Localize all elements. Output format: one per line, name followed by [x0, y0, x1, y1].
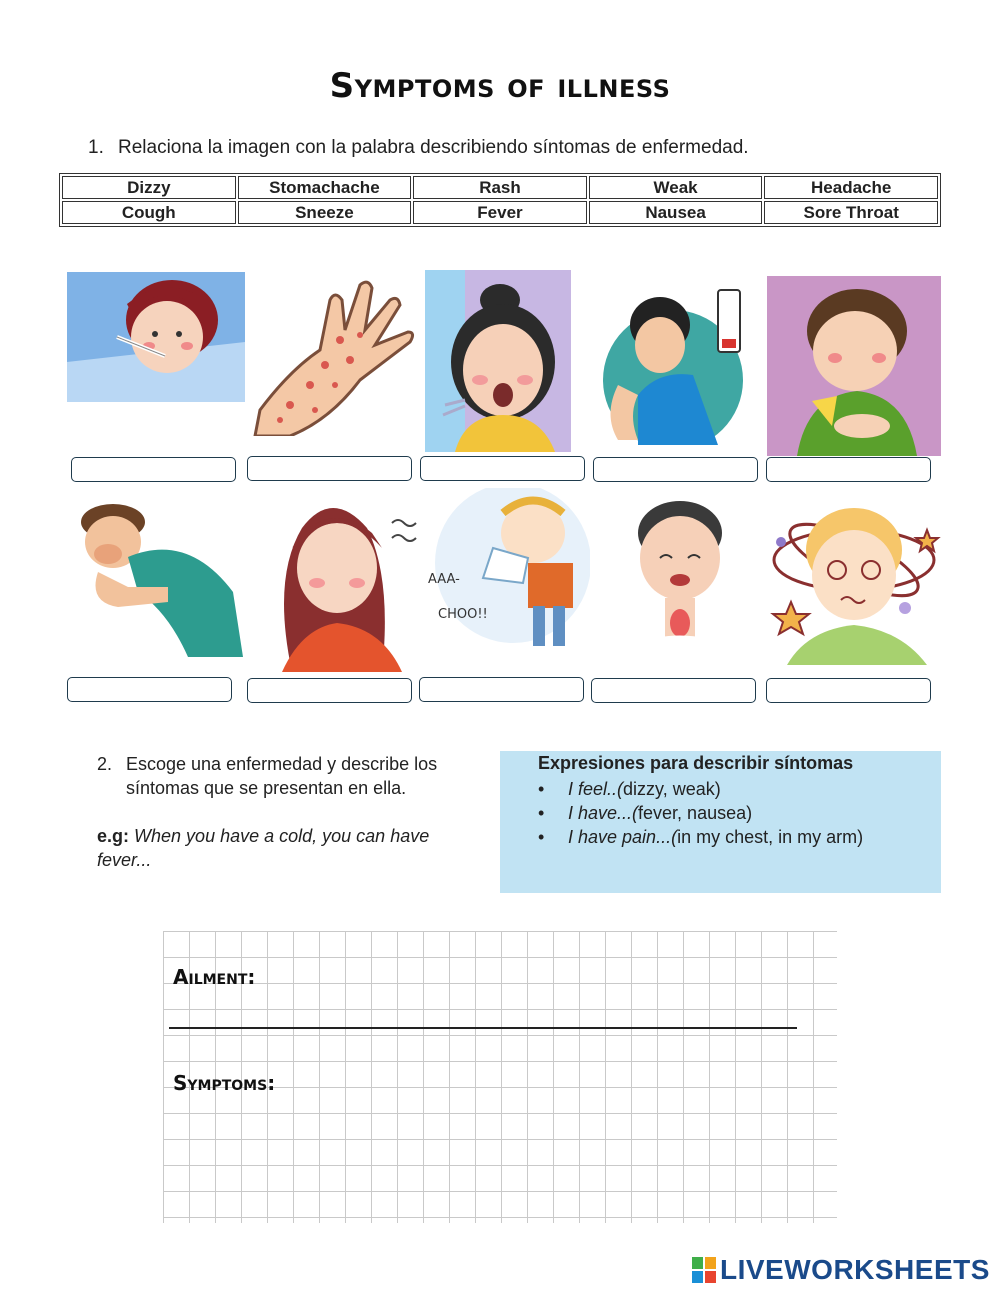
expression-phrase: I feel..( [568, 779, 624, 799]
example-text: When you have a cold, you can have fever... [97, 826, 430, 870]
cough-girl-image [425, 270, 571, 452]
fever-thermometer-image [67, 272, 245, 402]
instruction-1-number: 1. [88, 137, 104, 158]
word-bank-cell: Headache [764, 176, 938, 199]
expression-rest: fever, nausea) [638, 803, 753, 823]
example [97, 824, 467, 872]
expression-item [538, 825, 863, 849]
expression-rest: in my chest, in my arm) [677, 827, 864, 847]
ailment-label: Ailment: [173, 965, 256, 989]
logo-icon [692, 1257, 716, 1283]
answer-box[interactable] [420, 456, 585, 481]
instruction-2 [97, 752, 477, 800]
answer-box[interactable] [766, 457, 931, 482]
symptoms-label: Symptoms: [173, 1071, 276, 1095]
dizzy-person-image [767, 490, 941, 665]
svg-text:AAA-: AAA- [428, 572, 460, 587]
stomachache-boy-image [767, 276, 941, 456]
word-bank-cell: Rash [413, 176, 587, 199]
logo-text: LIVEWORKSHEETS [720, 1254, 990, 1285]
answer-box[interactable] [71, 457, 236, 482]
expressions-heading: Expresiones para describir síntomas [538, 753, 854, 773]
answer-box[interactable] [766, 678, 931, 703]
word-bank-cell: Sore Throat [764, 201, 938, 224]
word-bank-cell: Dizzy [62, 176, 236, 199]
instruction-2-number: 2. [97, 754, 113, 774]
word-bank-cell: Nausea [589, 201, 763, 224]
writing-grid[interactable] [163, 931, 837, 1223]
instruction-1-text: Relaciona la imagen con la palabra describiendo síntomas de enfermedad. [118, 137, 749, 158]
answer-box[interactable] [593, 457, 758, 482]
answer-box[interactable] [591, 678, 756, 703]
sneeze-boy-image [423, 488, 590, 652]
expression-item [538, 777, 863, 801]
answer-box[interactable] [419, 677, 584, 702]
expression-phrase: I have...( [568, 803, 639, 823]
weak-man-battery-image [598, 275, 753, 445]
ailment-line [169, 1027, 797, 1029]
expression-item [538, 801, 863, 825]
expressions-box [500, 751, 941, 893]
word-bank-row [62, 176, 938, 199]
page-title: Symptoms of illness [329, 66, 671, 106]
sore-throat-boy-image [625, 498, 735, 648]
expression-rest: dizzy, weak) [623, 779, 721, 799]
nausea-man-image [68, 492, 243, 662]
liveworksheets-logo[interactable] [692, 1255, 990, 1285]
answer-box[interactable] [247, 678, 412, 703]
word-bank-row [62, 201, 938, 224]
word-bank-cell: Weak [589, 176, 763, 199]
svg-text:CHOO!!: CHOO!! [438, 607, 488, 622]
expression-phrase: I have pain...( [568, 827, 678, 847]
example-label: e.g: [97, 826, 130, 846]
word-bank-cell: Stomachache [238, 176, 412, 199]
word-bank-table [59, 173, 941, 227]
instruction-2-text: Escoge una enfermedad y describe los síntomas que se presentan en ella. [126, 754, 438, 798]
word-bank-cell: Cough [62, 201, 236, 224]
expressions-list [538, 777, 863, 849]
answer-box[interactable] [67, 677, 232, 702]
word-bank-cell: Sneeze [238, 201, 412, 224]
word-bank-cell: Fever [413, 201, 587, 224]
rash-arm-image [250, 270, 418, 436]
answer-box[interactable] [247, 456, 412, 481]
headache-woman-image [252, 488, 417, 672]
instruction-1 [88, 137, 749, 159]
